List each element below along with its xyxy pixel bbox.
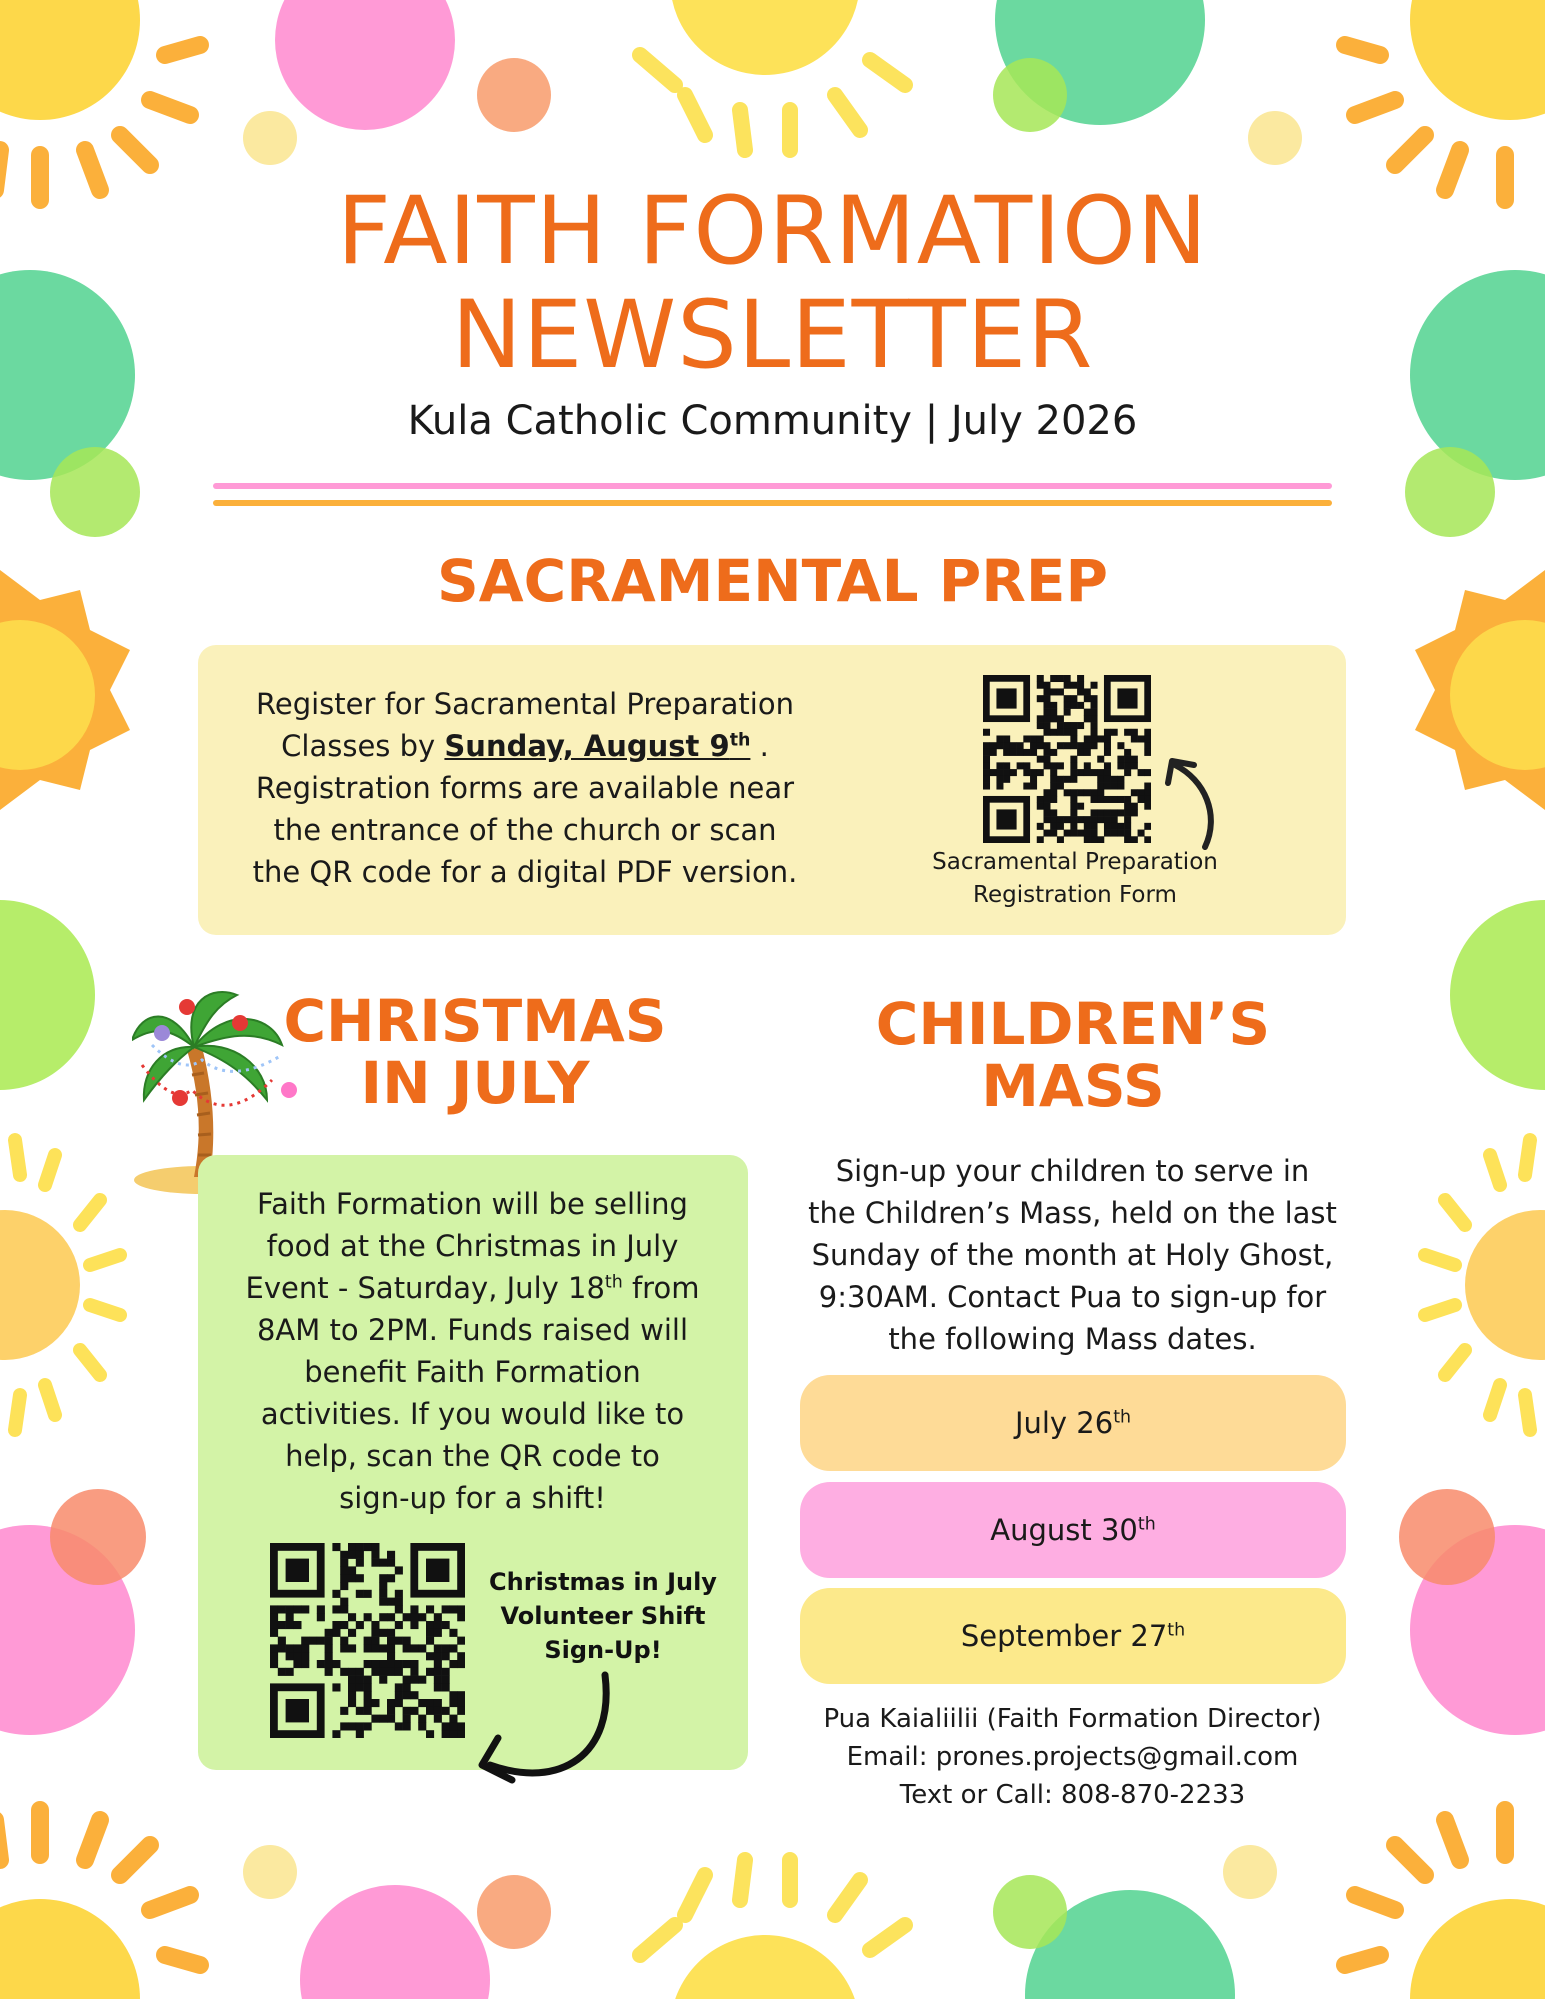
mass-date-3: September 27	[960, 1619, 1168, 1653]
bottom-pink-circle	[300, 1885, 490, 1999]
mass-line-2: the Children’s Mass, held on the last	[808, 1196, 1337, 1230]
orange-divider	[213, 500, 1332, 506]
bottom-left-sun	[0, 1810, 200, 1999]
mass-date-pill	[800, 1375, 1346, 1471]
mass-date-2-suffix: th	[1137, 1514, 1156, 1535]
christmas-line-4: 8AM to 2PM. Funds raised will	[256, 1313, 689, 1347]
christmas-qr-caption-line-3: Sign-Up!	[544, 1636, 662, 1664]
sacramental-qr-caption-line-1: Sacramental Preparation	[932, 849, 1218, 875]
qr-code-icon[interactable]	[983, 675, 1151, 843]
sacramental-line-3: Registration forms are available near	[255, 771, 795, 805]
sacramental-prep-text	[210, 683, 840, 893]
top-orange-dot	[477, 58, 551, 132]
right-lime-dot	[1405, 447, 1495, 537]
christmas-line-3-pre: Event - Saturday, July 18	[245, 1271, 605, 1305]
newsletter-title-line1: FAITH FORMATION	[336, 177, 1209, 286]
mass-date-2: August 30	[990, 1513, 1138, 1547]
contact-info	[790, 1700, 1355, 1814]
mass-date-1: July 26	[1014, 1406, 1114, 1440]
christmas-line-2: food at the Christmas in July	[266, 1229, 679, 1263]
curved-arrow-icon	[1160, 755, 1230, 855]
right-mid-sun	[1425, 1140, 1545, 1430]
contact-phone[interactable]: Text or Call: 808-870-2233	[899, 1780, 1246, 1810]
christmas-in-july-title	[270, 987, 680, 1117]
christmas-line-3-post: from	[622, 1271, 700, 1305]
newsletter-title-line2: NEWSLETTER	[451, 281, 1094, 390]
christmas-line-8: sign-up for a shift!	[339, 1481, 606, 1515]
registration-deadline	[444, 729, 750, 763]
right-lime-circle	[1450, 900, 1545, 1090]
christmas-date-suffix: th	[604, 1272, 623, 1293]
christmas-line-3	[205, 1267, 740, 1309]
right-coral-dot	[1399, 1489, 1495, 1585]
christmas-line-5: benefit Faith Formation	[304, 1355, 641, 1389]
top-center-sun	[640, 0, 905, 150]
qr-code-icon[interactable]	[270, 1543, 465, 1738]
childrens-mass-title-line-2: MASS	[981, 1052, 1165, 1120]
bottom-yellow-dot-left	[243, 1845, 297, 1899]
newsletter-subtitle: Kula Catholic Community | July 2026	[407, 398, 1138, 444]
christmas-title-line-2: IN JULY	[360, 1049, 590, 1117]
christmas-title-line-1: CHRISTMAS	[283, 987, 667, 1055]
mass-line-1: Sign-up your children to serve in	[835, 1154, 1310, 1188]
bottom-right-sun	[1345, 1810, 1545, 1999]
childrens-mass-title	[800, 990, 1346, 1120]
sacramental-prep-title: SACRAMENTAL PREP	[436, 547, 1109, 615]
christmas-qr-caption-line-1: Christmas in July	[489, 1568, 717, 1596]
mass-date-3-suffix: th	[1167, 1620, 1186, 1641]
sacramental-line-5: the QR code for a digital PDF version.	[252, 855, 798, 889]
sacramental-line-1: Register for Sacramental Preparation	[256, 687, 794, 721]
left-coral-dot	[50, 1489, 146, 1585]
sacramental-line-2-post: .	[750, 729, 769, 763]
sacramental-line-2	[210, 725, 840, 767]
mass-date-pill	[800, 1588, 1346, 1684]
childrens-mass-title-line-1: CHILDREN’S	[875, 990, 1271, 1058]
contact-name: Pua Kaialiilii (Faith Formation Director)	[823, 1704, 1322, 1734]
mass-line-3: Sunday of the month at Holy Ghost,	[811, 1238, 1334, 1272]
bottom-center-sun	[640, 1860, 905, 1999]
bottom-yellow-dot-right	[1223, 1845, 1277, 1899]
pink-divider	[213, 483, 1332, 489]
christmas-line-6: activities. If you would like to	[260, 1397, 685, 1431]
left-lime-circle	[0, 900, 95, 1090]
mass-date-pill	[800, 1482, 1346, 1578]
christmas-line-1: Faith Formation will be selling	[257, 1187, 688, 1221]
top-right-yellow-dot	[1248, 111, 1302, 165]
left-mid-sun	[0, 1140, 120, 1430]
contact-email[interactable]: Email: prones.projects@gmail.com	[846, 1742, 1299, 1772]
mass-line-4: 9:30AM. Contact Pua to sign-up for	[818, 1280, 1327, 1314]
top-left-sun	[0, 0, 200, 200]
top-lime-dot	[993, 58, 1067, 132]
curved-arrow-icon	[470, 1670, 620, 1795]
deadline-suffix: th	[729, 730, 751, 751]
bottom-orange-dot	[477, 1875, 551, 1949]
sacramental-line-4: the entrance of the church or scan	[273, 813, 777, 847]
sacramental-qr-caption-line-2: Registration Form	[973, 882, 1177, 908]
deadline-date: Sunday, August 9	[444, 729, 730, 763]
christmas-in-july-text	[205, 1183, 740, 1519]
childrens-mass-text	[785, 1150, 1360, 1360]
christmas-qr-caption-line-2: Volunteer Shift	[500, 1602, 706, 1630]
left-lime-dot	[50, 447, 140, 537]
bottom-lime-dot	[993, 1875, 1067, 1949]
top-yellow-dot	[243, 111, 297, 165]
sacramental-qr-caption	[880, 846, 1270, 912]
mass-line-5: the following Mass dates.	[888, 1322, 1257, 1356]
mass-date-1-suffix: th	[1113, 1407, 1132, 1428]
christmas-qr-caption	[478, 1565, 728, 1667]
top-pink-circle	[275, 0, 455, 130]
sacramental-line-2-pre: Classes by	[281, 729, 445, 763]
christmas-line-7: help, scan the QR code to	[285, 1439, 660, 1473]
top-right-sun	[1345, 0, 1545, 200]
